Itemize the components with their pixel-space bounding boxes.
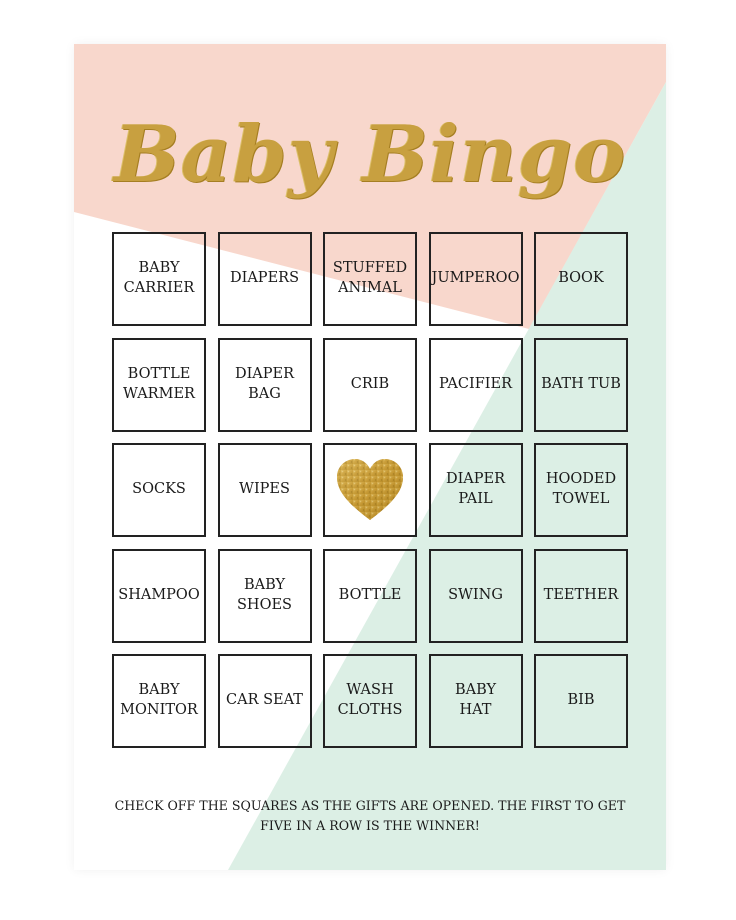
bingo-square-5[interactable]: BOOK	[534, 232, 628, 326]
bingo-card	[74, 44, 666, 870]
page-title: Baby Bingo	[113, 109, 627, 200]
bingo-square-17[interactable]: BABY SHOES	[218, 549, 312, 643]
bingo-square-4[interactable]: JUMPEROO	[429, 232, 523, 326]
bingo-square-6[interactable]: BOTTLE WARMER	[112, 338, 206, 432]
free-space-square[interactable]	[323, 443, 417, 537]
bingo-square-25[interactable]: BIB	[534, 654, 628, 748]
bingo-grid	[112, 232, 628, 748]
heart-icon	[335, 458, 405, 522]
instructions-text: CHECK OFF THE SQUARES AS THE GIFTS ARE OPENED. THE FIRST TO GET FIVE IN A ROW IS THE WINNER!	[114, 798, 626, 833]
bingo-square-22[interactable]: CAR SEAT	[218, 654, 312, 748]
bingo-square-1[interactable]: BABY CARRIER	[112, 232, 206, 326]
bingo-square-7[interactable]: DIAPER BAG	[218, 338, 312, 432]
bingo-square-16[interactable]: SHAMPOO	[112, 549, 206, 643]
bingo-square-24[interactable]: BABY HAT	[429, 654, 523, 748]
bingo-square-20[interactable]: TEETHER	[534, 549, 628, 643]
bingo-square-10[interactable]: BATH TUB	[534, 338, 628, 432]
bingo-square-11[interactable]: SOCKS	[112, 443, 206, 537]
bingo-square-3[interactable]: STUFFED ANIMAL	[323, 232, 417, 326]
bingo-square-12[interactable]: WIPES	[218, 443, 312, 537]
bingo-square-15[interactable]: HOODED TOWEL	[534, 443, 628, 537]
bingo-square-21[interactable]: BABY MONITOR	[112, 654, 206, 748]
bingo-square-18[interactable]: BOTTLE	[323, 549, 417, 643]
bingo-square-14[interactable]: DIAPER PAIL	[429, 443, 523, 537]
bingo-square-2[interactable]: DIAPERS	[218, 232, 312, 326]
bingo-square-19[interactable]: SWING	[429, 549, 523, 643]
bingo-square-23[interactable]: WASH CLOTHS	[323, 654, 417, 748]
bingo-square-9[interactable]: PACIFIER	[429, 338, 523, 432]
bingo-square-8[interactable]: CRIB	[323, 338, 417, 432]
